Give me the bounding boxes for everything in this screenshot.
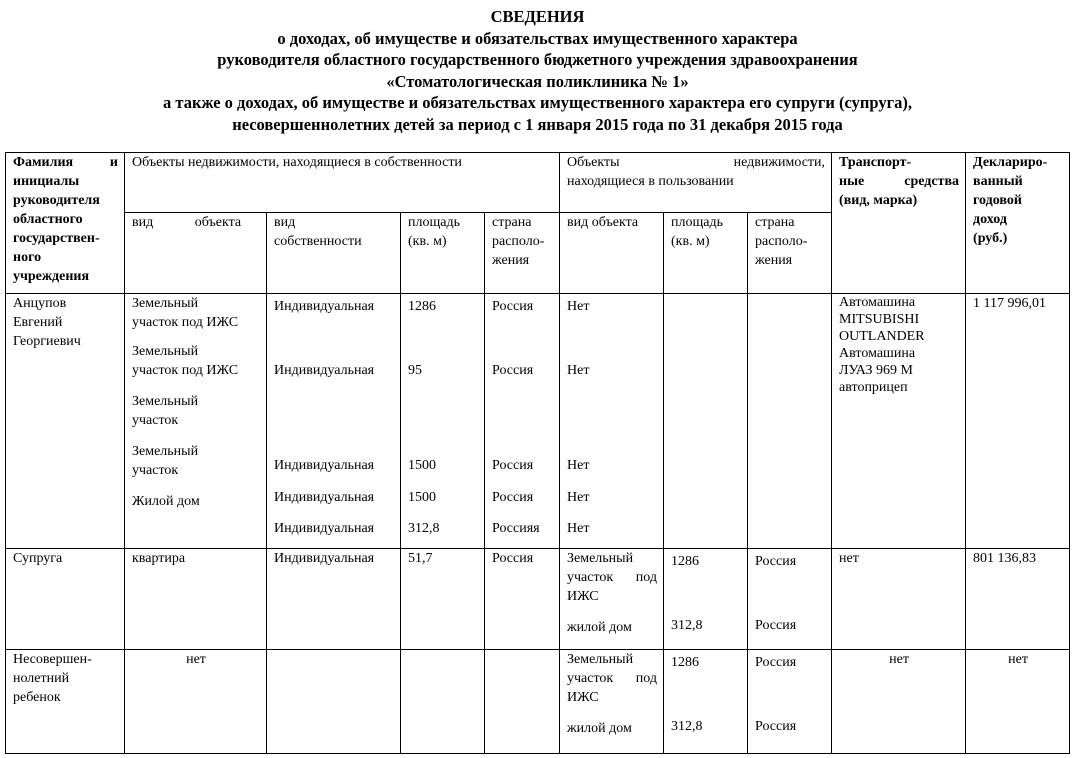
col-person-header: Фамилия и инициалы руководителя областного государствен- ного учреждения [6,153,125,294]
person-name: Анцупов Евгений Георгиевич [6,294,125,549]
header-line-5: а также о доходах, об имуществе и обязательствах имущественного характера его супруги (супруга), [163,93,912,112]
income-cell: 1 117 996,01 [966,294,1070,549]
col-owned-country-header: страна располо- жения [485,213,560,294]
areas-cell: 51,7 [401,549,485,650]
col-owned-area-header: площадь (кв. м) [401,213,485,294]
document-header [0,6,1075,135]
col-used-type-header: вид объекта [560,213,664,294]
used-areas-cell: 1286 312,8 [664,549,748,650]
income-cell: нет [966,650,1070,754]
col-income-header: Деклариро- ванный годовой доход (руб.) [966,153,1070,294]
owned-types-cell: нет [125,650,267,754]
col-owned-ownership-header: вид собственности [267,213,401,294]
used-areas-cell [664,294,748,549]
used-types-cell: Нет Нет Нет Нет Нет [560,294,664,549]
col-owned-group-header: Объекты недвижимости, находящиеся в собственности [125,153,560,213]
col-used-area-header: площадь (кв. м) [664,213,748,294]
header-line-2: о доходах, об имуществе и обязательствах имущественного характера [277,28,798,48]
income-cell: 801 136,83 [966,549,1070,650]
table-row [6,549,1070,650]
transport-cell: Автомашина MITSUBISHI OUTLANDER Автомашина ЛУАЗ 969 М автоприцеп [832,294,966,549]
col-owned-type-header: вид объекта [125,213,267,294]
header-line-6: несовершеннолетних детей за период с 1 января 2015 года по 31 декабря 2015 года [232,114,843,134]
table-row [6,650,1070,754]
owned-types-cell: квартира [125,549,267,650]
col-transport-header: Транспорт- ные средства (вид, марка) [832,153,966,294]
document-title: СВЕДЕНИЯ [490,7,585,26]
areas-cell: 1286 95 1500 1500 312,8 [401,294,485,549]
header-row-1 [6,153,1070,213]
ownership-cell: Индивидуальная [267,549,401,650]
areas-cell [401,650,485,754]
person-name: Несовершен- нолетний ребенок [6,650,125,754]
header-line-3: руководителя областного государственного бюджетного учреждения здравоохранения [217,50,858,69]
used-countries-cell [748,294,832,549]
transport-cell: нет [832,650,966,754]
used-types-cell: Земельный участок под ИЖС жилой дом [560,549,664,650]
col-used-country-header: страна располо- жения [748,213,832,294]
person-name: Супруга [6,549,125,650]
used-countries-cell: Россия Россия [748,549,832,650]
owned-types-cell: Земельный участок под ИЖС Земельный участок под ИЖС Земельный участок Земельный участок Жилой дом [125,294,267,549]
used-areas-cell: 1286 312,8 [664,650,748,754]
used-types-cell: Земельный участок под ИЖС жилой дом [560,650,664,754]
ownership-cell: Индивидуальная Индивидуальная Индивидуальная Индивидуальная Индивидуальная [267,294,401,549]
table-row [6,294,1070,549]
countries-cell: Россия [485,549,560,650]
transport-cell: нет [832,549,966,650]
col-used-group-header: Объекты недвижимости, находящиеся в пользовании [560,153,832,213]
header-line-4: «Стоматологическая поликлиника № 1» [386,71,689,91]
countries-cell [485,650,560,754]
ownership-cell [267,650,401,754]
countries-cell: Россия Россия Россия Россия Россияя [485,294,560,549]
used-countries-cell: Россия Россия [748,650,832,754]
declaration-table [5,152,1070,754]
